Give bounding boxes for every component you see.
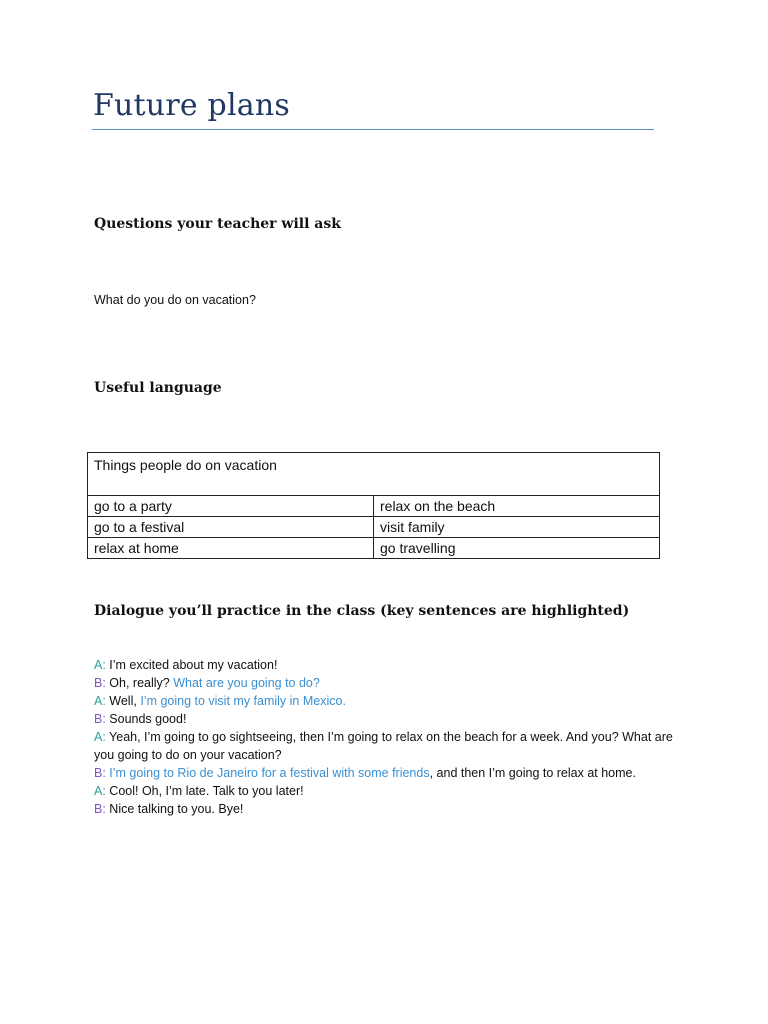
line-text: Well, (105, 694, 141, 708)
table-cell: go travelling (374, 538, 660, 559)
line-text: Oh, really? (105, 676, 174, 690)
line-text: I’m excited about my vacation! (105, 658, 278, 672)
dialogue-line (94, 710, 684, 728)
vacation-activities-table (87, 452, 660, 559)
speaker-label: A: (94, 658, 106, 672)
key-sentence: What are you going to do? (173, 676, 320, 690)
line-text: Nice talking to you. Bye! (105, 802, 244, 816)
key-sentence: I’m going to visit my family in Mexico. (140, 694, 346, 708)
speaker-label: B: (94, 802, 106, 816)
dialogue-heading: Dialogue you’ll practice in the class (key sentences are highlighted) (94, 603, 630, 619)
speaker-label: B: (94, 766, 106, 780)
questions-heading: Questions your teacher will ask (94, 216, 341, 232)
line-text: Sounds good! (105, 712, 187, 726)
table-cell: relax at home (88, 538, 374, 559)
table-cell: visit family (374, 517, 660, 538)
useful-language-heading: Useful language (94, 380, 222, 396)
dialogue-line (94, 728, 684, 764)
speaker-label: B: (94, 712, 106, 726)
key-sentence: I’m going to Rio de Janeiro for a festival with some friends (109, 766, 430, 780)
page-title: Future plans (93, 88, 290, 123)
table-row (88, 517, 660, 538)
dialogue-line (94, 674, 684, 692)
speaker-label: A: (94, 694, 106, 708)
table-row (88, 538, 660, 559)
dialogue-line (94, 656, 684, 674)
table-header-row (88, 453, 660, 496)
table-cell: go to a festival (88, 517, 374, 538)
table-row (88, 496, 660, 517)
dialogue-line (94, 800, 684, 818)
line-text: Cool! Oh, I’m late. Talk to you later! (105, 784, 304, 798)
speaker-label: A: (94, 730, 106, 744)
line-text: Yeah, I’m going to go sightseeing, then I’m going to relax on the beach for a week. And you? What are you going to do on your vacation? (94, 730, 673, 762)
table-header-cell: Things people do on vacation (88, 453, 660, 496)
dialogue (94, 656, 684, 818)
table-cell: go to a party (88, 496, 374, 517)
speaker-label: A: (94, 784, 106, 798)
table-cell: relax on the beach (374, 496, 660, 517)
dialogue-line (94, 782, 684, 800)
dialogue-line (94, 692, 684, 710)
question-text: What do you do on vacation? (94, 293, 256, 307)
speaker-label: B: (94, 676, 106, 690)
title-underline (92, 129, 654, 130)
dialogue-line (94, 764, 684, 782)
line-text: , and then I’m going to relax at home. (429, 766, 636, 780)
